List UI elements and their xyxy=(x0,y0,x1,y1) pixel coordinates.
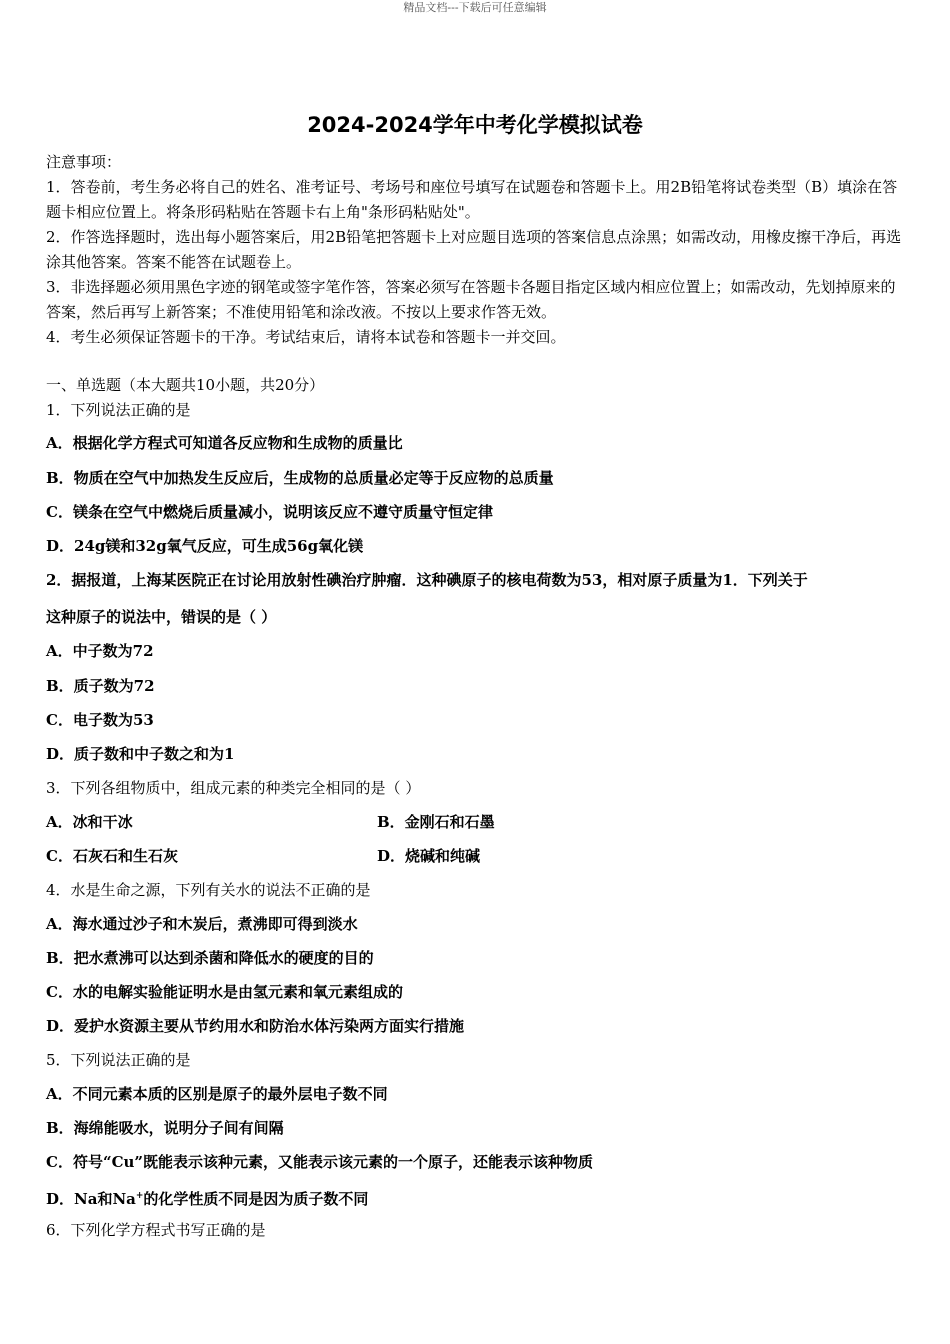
page-header: 精品文档---下载后可任意编辑 xyxy=(403,1,547,14)
notice-item: 3．非选择题必须用黑色字迹的钢笔或签字笔作答，答案必须写在答题卡各题目指定区域内相应位置上；如需改动，先划掉原来的答案，然后再写上新答案；不准使用铅笔和涂改液。不按以上要求作答无效。 xyxy=(46,278,896,321)
question-2-option-a: A．中子数为72 xyxy=(46,642,154,660)
question-5-stem: 5．下列说法正确的是 xyxy=(46,1051,191,1069)
question-2-stem: 2．据报道，上海某医院正在讨论用放射性碘治疗肿瘤．这种碘原子的核电荷数为53，相对原子质量为1．下列关于 xyxy=(46,571,808,589)
question-1-option-a: A．根据化学方程式可知道各反应物和生成物的质量比 xyxy=(46,434,403,452)
question-4-option-d: D．爱护水资源主要从节约用水和防治水体污染两方面实行措施 xyxy=(46,1017,465,1035)
question-5-option-a: A．不同元素本质的区别是原子的最外层电子数不同 xyxy=(46,1085,388,1103)
question-4-option-c: C．水的电解实验能证明水是由氢元素和氧元素组成的 xyxy=(46,983,403,1001)
question-1-option-c: C．镁条在空气中燃烧后质量减小，说明该反应不遵守质量守恒定律 xyxy=(46,503,493,521)
question-3-stem: 3．下列各组物质中，组成元素的种类完全相同的是（ ） xyxy=(46,779,421,797)
question-4-option-b: B．把水煮沸可以达到杀菌和降低水的硬度的目的 xyxy=(46,949,374,967)
section-title: 一、单选题（本大题共10小题，共20分） xyxy=(46,376,325,394)
question-2-option-c: C．电子数为53 xyxy=(46,711,154,729)
question-3-option-b: B．金刚石和石墨 xyxy=(377,813,495,831)
question-3-option-c: C．石灰石和生石灰 xyxy=(46,847,178,865)
question-3-option-a: A．冰和干冰 xyxy=(46,813,133,831)
option-d-text: D．Na和Na xyxy=(46,1190,136,1208)
question-3-option-d: D．烧碱和纯碱 xyxy=(377,847,481,865)
question-6-stem: 6．下列化学方程式书写正确的是 xyxy=(46,1221,266,1239)
notice-item: 4．考生必须保证答题卡的干净。考试结束后，请将本试卷和答题卡一并交回。 xyxy=(46,328,566,346)
question-2-option-d: D．质子数和中子数之和为1 xyxy=(46,745,235,763)
question-2-option-b: B．质子数为72 xyxy=(46,677,155,695)
option-d-text-end: 的化学性质不同是因为质子数不同 xyxy=(143,1190,369,1208)
question-5-option-d xyxy=(46,1185,368,1210)
superscript-charge: + xyxy=(135,1191,144,1201)
notice-heading: 注意事项： xyxy=(46,153,122,171)
question-4-stem: 4．水是生命之源，下列有关水的说法不正确的是 xyxy=(46,881,371,899)
question-1-option-d: D．24g镁和32g氧气反应，可生成56g氧化镁 xyxy=(46,537,364,555)
notice-item: 2．作答选择题时，选出每小题答案后，用2B铅笔把答题卡上对应题目选项的答案信息点涂黑；如需改动，用橡皮擦干净后，再选涂其他答案。答案不能答在试题卷上。 xyxy=(46,228,902,271)
question-1-stem: 1．下列说法正确的是 xyxy=(46,401,191,419)
page-title: 2024-2024学年中考化学模拟试卷 xyxy=(307,113,643,137)
question-4-option-a: A．海水通过沙子和木炭后，煮沸即可得到淡水 xyxy=(46,915,358,933)
question-5-option-c: C．符号“Cu”既能表示该种元素，又能表示该元素的一个原子，还能表示该种物质 xyxy=(46,1153,594,1171)
question-5-option-b: B．海绵能吸水，说明分子间有间隔 xyxy=(46,1119,284,1137)
notice-item: 1．答卷前，考生务必将自己的姓名、准考证号、考场号和座位号填写在试题卷和答题卡上。用2B铅笔将试卷类型（B）填涂在答题卡相应位置上。将条形码粘贴在答题卡右上角"条形码粘贴处"。 xyxy=(46,178,898,221)
question-2-stem-cont: 这种原子的说法中，错误的是（ ） xyxy=(46,608,277,626)
notice-block xyxy=(46,150,906,350)
question-1-option-b: B．物质在空气中加热发生反应后，生成物的总质量必定等于反应物的总质量 xyxy=(46,469,554,487)
